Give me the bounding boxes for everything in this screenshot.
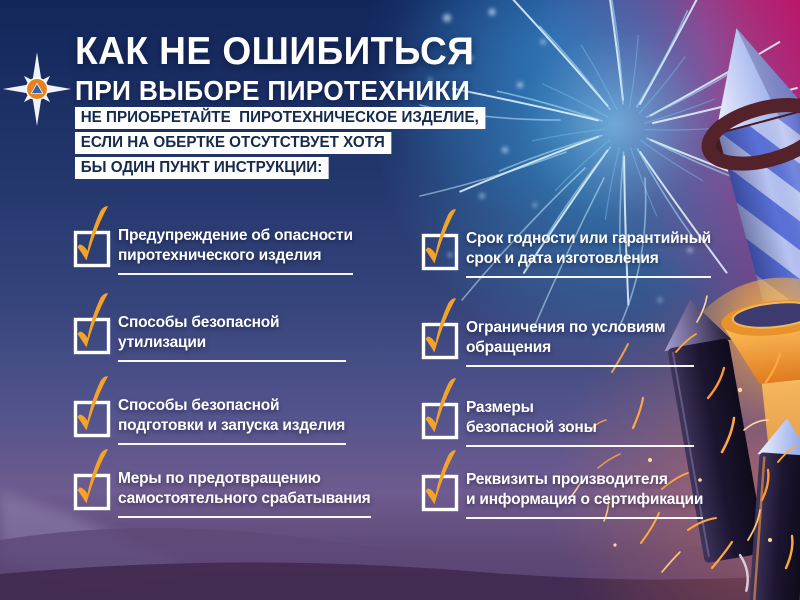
checklist-item-text: [466, 470, 703, 519]
item-line1: Меры по предотвращению: [118, 470, 321, 487]
checklist-item: [70, 396, 346, 445]
warning-line-1: НЕ ПРИОБРЕТАЙТЕ ПИРОТЕХНИЧЕСКОЕ ИЗДЕЛИЕ,: [75, 107, 486, 129]
item-line1: Предупреждение об опасности: [118, 227, 353, 244]
item-line2: срок и дата изготовления: [466, 250, 659, 267]
item-line1: Размеры: [466, 399, 534, 416]
checklist-item: [70, 313, 346, 362]
checkbox-icon: [70, 372, 116, 438]
checklist-item-text: [466, 229, 711, 278]
item-line2: и информация о сертификации: [466, 491, 704, 508]
checkbox-icon: [418, 446, 464, 512]
item-line1: Срок годности или гарантийный: [466, 230, 711, 247]
item-line1: Способы безопасной: [118, 314, 280, 331]
checklist-item: [70, 226, 353, 275]
checkbox-icon: [418, 205, 464, 271]
item-line2: пиротехнического изделия: [118, 247, 322, 264]
checkbox-icon: [70, 202, 116, 268]
checklist-item: [418, 318, 694, 367]
checklist-item-text: [118, 226, 353, 275]
warning-line-2: ЕСЛИ НА ОБЕРТКЕ ОТСУТСТВУЕТ ХОТЯ: [75, 132, 391, 154]
checklist-item: [418, 398, 694, 447]
item-line2: обращения: [466, 339, 551, 356]
emercom-star-icon: [0, 46, 74, 132]
checklist-item: [418, 470, 703, 519]
checklist-item: [70, 469, 371, 518]
checklist-item-text: [466, 318, 694, 367]
item-line1: Реквизиты производителя: [466, 471, 668, 488]
item-line2: подготовки и запуска изделия: [118, 417, 346, 434]
checklist-item-text: [118, 396, 346, 445]
page-title-line-2: ПРИ ВЫБОРЕ ПИРОТЕХНИКИ: [75, 75, 471, 106]
checklist-item-text: [118, 469, 371, 518]
item-line2: самостоятельного срабатывания: [118, 490, 371, 507]
checkbox-icon: [418, 374, 464, 440]
item-line1: Способы безопасной: [118, 397, 280, 414]
item-line2: утилизации: [118, 334, 207, 351]
checklist-item-text: [118, 313, 346, 362]
checkbox-icon: [70, 445, 116, 511]
page-title-line-1: КАК НЕ ОШИБИТЬСЯ: [75, 30, 475, 73]
checklist-item: [418, 229, 711, 278]
warning-note: [75, 107, 507, 179]
checklist-item-text: [466, 398, 694, 447]
checkbox-icon: [418, 294, 464, 360]
warning-line-3: БЫ ОДИН ПУНКТ ИНСТРУКЦИИ:: [75, 157, 329, 179]
checkbox-icon: [70, 289, 116, 355]
item-line2: безопасной зоны: [466, 419, 597, 436]
item-line1: Ограничения по условиям: [466, 319, 666, 336]
